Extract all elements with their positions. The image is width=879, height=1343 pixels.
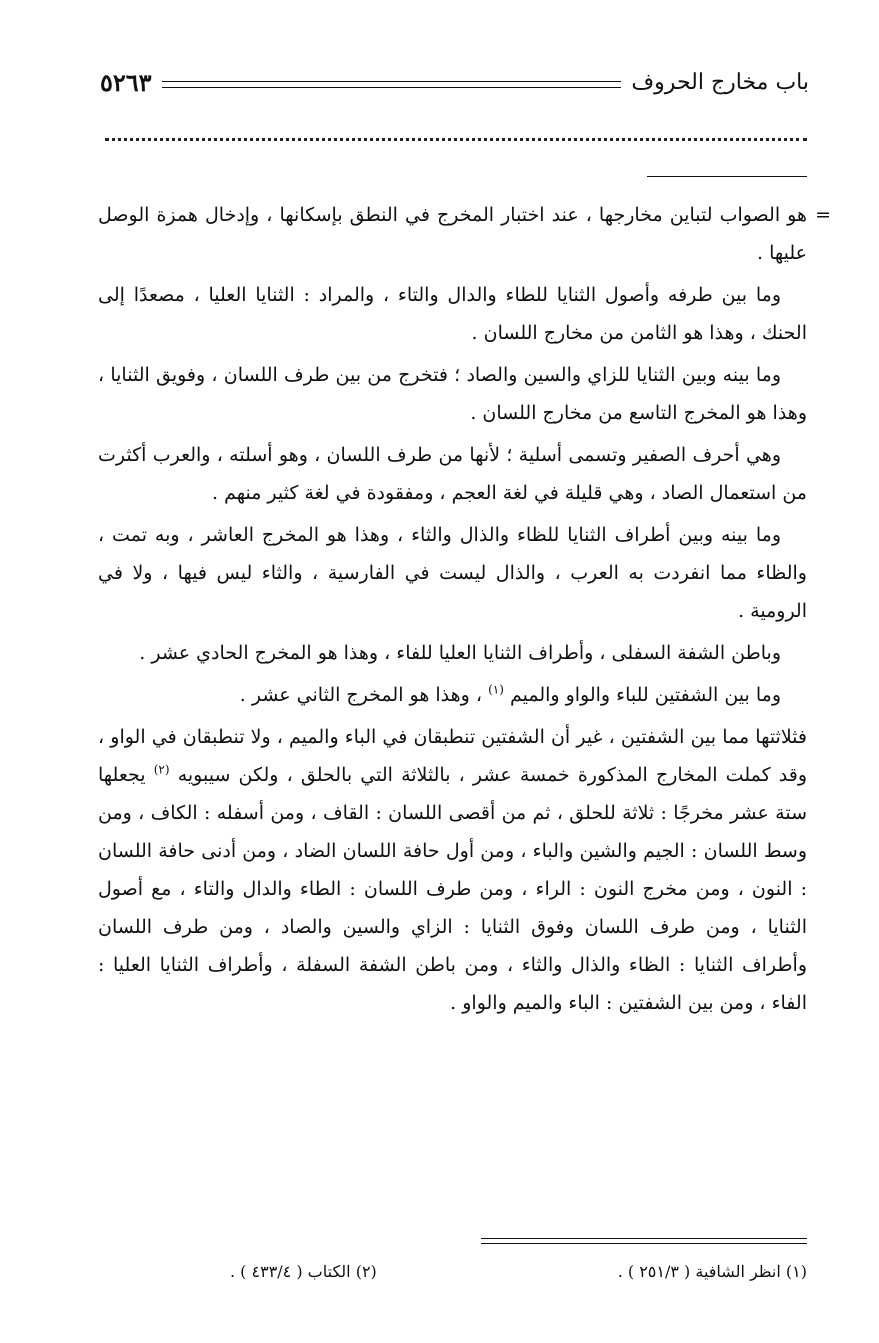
footnote-separator xyxy=(481,1238,807,1244)
paragraph-1-text: هو الصواب لتباين مخارجها ، عند اختبار المخرج في النطق بإسكانها ، وإدخال همزة الوصل عليها . xyxy=(98,204,807,264)
footnotes xyxy=(100,1262,807,1281)
body-text xyxy=(98,196,831,1026)
paragraph-2: وما بين طرفه وأصول الثنايا للطاء والدال والتاء ، والمراد : الثنايا العليا ، مصعدًا إلى الحنك ، وهذا هو الثامن من مخارج اللسان . xyxy=(98,284,807,344)
paragraph-6: وباطن الشفة السفلى ، وأطراف الثنايا العليا للفاء ، وهذا هو المخرج الحادي عشر . xyxy=(139,642,781,664)
paragraph-1 xyxy=(98,196,831,272)
footnote-1: (١) انظر الشافية ( ٢٥١/٣ ) . xyxy=(617,1262,807,1281)
footnote-2: (٢) الكتاب ( ٤٣٣/٤ ) . xyxy=(230,1262,377,1281)
paragraph-7 xyxy=(98,676,807,714)
footnote-ref-2[interactable]: (٢) xyxy=(153,762,170,777)
footnote-ref-1[interactable]: (١) xyxy=(488,682,504,697)
continuation-mark: = xyxy=(815,204,831,226)
paragraph-5: وما بينه وبين أطراف الثنايا للظاء والذال والثاء ، وهذا هو المخرج العاشر ، وبه تمت ، والظاء مما انفردت به العرب ، والذال ليست في الفارسية ، والثاء ليس فيها ، ولا في الرومية . xyxy=(98,524,807,622)
paragraph-7-part-2: ، وهذا هو المخرج الثاني عشر . xyxy=(239,684,483,706)
page-header xyxy=(100,62,809,102)
paragraph-7-part-1: وما بين الشفتين للباء والواو والميم xyxy=(509,684,781,706)
paragraph-3: وما بينه وبين الثنايا للزاي والسين والصاد ؛ فتخرج من بين طرف اللسان ، وفويق الثنايا ، وهذا هو المخرج التاسع من مخارج اللسان . xyxy=(98,364,807,424)
paragraph-4: وهي أحرف الصفير وتسمى أسلية ؛ لأنها من طرف اللسان ، وهو أسلته ، والعرب أكثرت من استعمال الصاد ، وهي قليلة في لغة العجم ، ومفقودة في لغة كثير منهم . xyxy=(98,444,807,504)
paragraph-8-part-2: يجعلها ستة عشر مخرجًا : ثلاثة للحلق ، ثم من أقصى اللسان : القاف ، ومن أسفله : الكاف ، ومن وسط اللسان : الجيم والشين والباء ، ومن أول حافة اللسان الضاد ، ومن أدنى حافة اللسان : النون ، ومن مخرج النون : الراء ، ومن طرف اللسان : الطاء والدال والتاء ، مع أصول الثنايا ، ومن طرف اللسان وفوق الثنايا : الزاي والسين والصاد ، ومن طرف اللسان وأطراف الثنايا : الظاء والذال والثاء ، ومن باطن الشفة السفلة ، وأطراف الثنايا العليا : الفاء ، ومن بين الشفتين : الباء والميم والواو . xyxy=(98,764,807,1014)
sibawayh-name: سيبويه xyxy=(177,764,231,786)
header-rule xyxy=(162,81,622,88)
chapter-title: باب مخارج الحروف xyxy=(631,69,809,95)
paragraph-8-part-1: فثلاثتها مما بين الشفتين ، غير أن الشفتين تنطبقان في الباء والميم ، ولا تنطبقان في الواو ، وقد كملت المخارج المذكورة خمسة عشر ، بالثلاثة التي بالحلق ، ولكن xyxy=(98,726,808,786)
short-separator xyxy=(647,176,807,177)
paragraph-8 xyxy=(98,718,807,1022)
page-number: ٥٢٦٣ xyxy=(100,67,152,97)
dotted-separator xyxy=(105,138,807,141)
